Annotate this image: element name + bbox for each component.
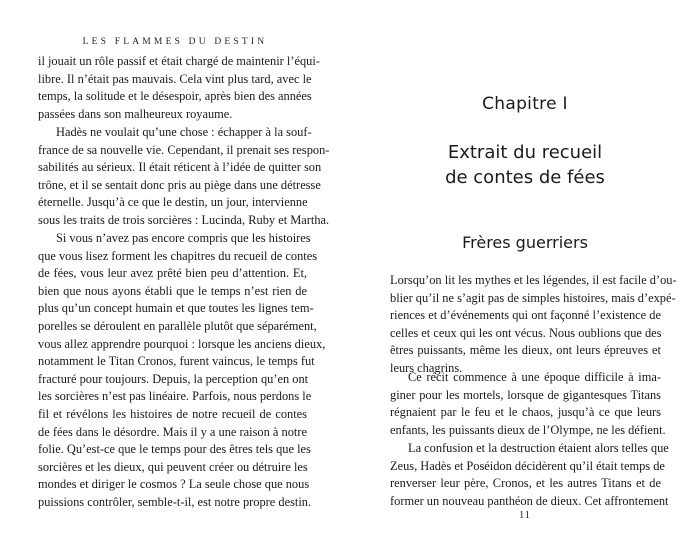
text-line: de fées dans le désordre. Mais il y a une raison à notre bbox=[38, 424, 307, 439]
text-line: que vous lisez forment les chapitres du recueil de contes bbox=[38, 248, 318, 263]
text-line: temps, la solitude et le désespoir, après bien des années bbox=[38, 89, 312, 104]
page-number: 11 bbox=[518, 510, 532, 521]
text-line: Zeus, Hadès et Poséidon décidèrent qu’il était temps de bbox=[390, 458, 665, 473]
chapter-title-line: de contes de fées bbox=[445, 167, 605, 188]
paragraph bbox=[390, 440, 669, 510]
text-line: bien que nous ayons établi que le temps n’est rien de bbox=[38, 283, 307, 298]
text-line: notamment le Titan Cronos, furent vaincus, le temps fut bbox=[38, 354, 315, 369]
chapter-title-line: Extrait du recueil bbox=[447, 142, 603, 163]
text-line: La confusion et la destruction étaient alors telles que bbox=[408, 441, 669, 455]
text-line: celles et ceux qui les ont vécus. Nous oublions que des bbox=[390, 325, 662, 340]
text-line: blier qu’il ne s’agit pas de simples histoires, mais d’expé- bbox=[390, 290, 676, 305]
text-line: france de sa nouvelle vie. Cependant, il prenait ses respon- bbox=[38, 142, 330, 157]
text-line: trône, et il se sentait donc pris au piège dans une détresse bbox=[38, 177, 321, 192]
paragraph bbox=[390, 369, 666, 439]
text-line: fracturé pour toujours. Depuis, la perception qu’en ont bbox=[38, 371, 309, 386]
paragraph bbox=[38, 124, 330, 230]
paragraph bbox=[38, 53, 320, 123]
text-line: porelles se déroulent en parallèle plutôt que séparément, bbox=[38, 318, 317, 333]
paragraph bbox=[38, 230, 326, 512]
text-line: de fées, vous leur avez prêté bien peu d’attention. Et, bbox=[38, 266, 307, 281]
section-heading: Frères guerriers bbox=[462, 233, 588, 252]
running-head: LES FLAMMES DU DESTIN bbox=[82, 37, 268, 47]
text-line: les sorcières n’est pas linéaire. Parfois, nous perdons le bbox=[38, 389, 312, 404]
text-line: Lorsqu’on lit les mythes et les légendes, il est facile d’ou- bbox=[390, 273, 677, 287]
right-page bbox=[350, 0, 700, 557]
text-line: sabilités au sérieux. Il était réticent à l’idée de quitter son bbox=[38, 160, 322, 175]
text-line: riences et d’événements qui ont façonné l’existence de bbox=[390, 308, 661, 323]
text-line: leurs chagrins. bbox=[390, 360, 463, 375]
text-line: puissions contrôler, semble-t-il, est notre propre destin. bbox=[38, 494, 312, 509]
text-line: Hadès ne voulait qu’une chose : échapper à la souf- bbox=[56, 125, 312, 139]
text-line: régnaient par le feu et le chaos, jusqu’à ce que leurs bbox=[390, 405, 661, 420]
text-line: sorcières et les dieux, qui peuvent créer ou détruire les bbox=[38, 459, 308, 474]
text-line: Ce récit commence à une époque difficile à ima- bbox=[408, 370, 661, 384]
text-line: éternelle. Jusqu’à ce que le destin, un jour, intervienne bbox=[38, 195, 308, 210]
text-line: vous allez apprendre pourquoi : lorsque les anciens dieux, bbox=[38, 336, 326, 351]
text-line: êtres puissants, même les dieux, ont leurs épreuves et bbox=[390, 343, 661, 358]
text-line: renverser leur père, Cronos, et les autres Titans et de bbox=[390, 476, 661, 491]
text-line: Si vous n’avez pas encore compris que les histoires bbox=[56, 231, 311, 245]
text-line: libre. Il n’était pas mauvais. Cela vint plus tard, avec le bbox=[38, 71, 312, 86]
chapter-title bbox=[350, 140, 700, 190]
paragraph bbox=[390, 272, 677, 378]
text-line: former un nouveau panthéon de dieux. Cet affrontement bbox=[390, 493, 669, 508]
text-line: passées dans son malheureux royaume. bbox=[38, 106, 233, 121]
text-line: mondes et diriger le cosmos ? La seule chose que nous bbox=[38, 477, 310, 492]
text-line: enfants, les puissants dieux de l’Olympe, ne les défient. bbox=[390, 422, 666, 437]
text-line: plus qu’un concept humain et que toutes les lignes tem- bbox=[38, 301, 314, 316]
text-line: il jouait un rôle passif et était chargé de maintenir l’équi- bbox=[38, 54, 320, 68]
text-line: fil et révélons les histoires de notre recueil de contes bbox=[38, 406, 307, 421]
text-line: sous les traits de trois sorcières : Lucinda, Ruby et Martha. bbox=[38, 212, 330, 227]
chapter-number: Chapitre I bbox=[482, 94, 568, 114]
text-line: giner pour les mortels, lorsque de gigantesques Titans bbox=[390, 387, 661, 402]
text-line: folie. Qu’est-ce que le temps pour des êtres tels que les bbox=[38, 442, 311, 457]
